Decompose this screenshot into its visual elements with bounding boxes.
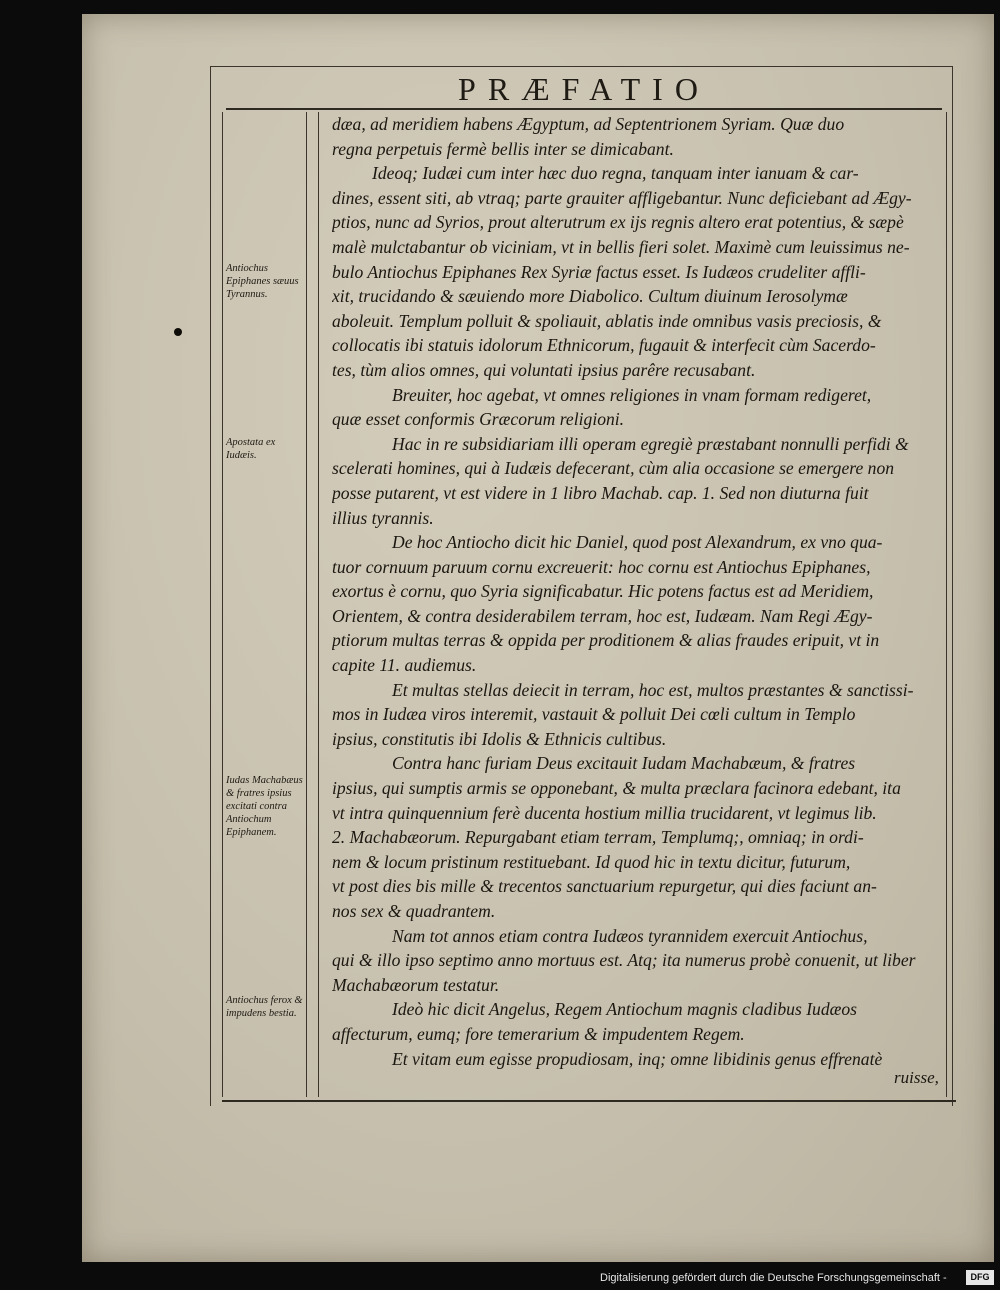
text-line: Breuiter, hoc agebat, vt omnes religiones in vnam formam redigeret, bbox=[392, 384, 872, 405]
text-line: dæa, ad meridiem habens Ægyptum, ad Septentrionem Syriam. Quæ duo bbox=[332, 114, 845, 134]
text-line: vt post dies bis mille & trecentos sanctuarium repurgetur, qui dies faciunt an- bbox=[332, 876, 877, 897]
frame-top-rule bbox=[210, 66, 952, 67]
text-line: ipsius, qui sumptis armis se opponebant, & multa præclara facinora edebant, ita bbox=[332, 778, 901, 799]
text-line: ptios, nunc ad Syrios, prout alterutrum ex ijs regnis altero erat potentius, & sæpè bbox=[332, 212, 904, 233]
text-line: qui & illo ipso septimo anno mortuus est. Atq; ita numerus probè conuenit, ut liber bbox=[332, 950, 916, 971]
text-line: Nam tot annos etiam contra Iudæos tyrannidem exercuit Antiochus, bbox=[392, 925, 868, 946]
text-line: ptiorum multas terras & oppida per proditionem & alias fraudes eripuit, vt in bbox=[332, 630, 880, 651]
page-title: PRÆFATIO bbox=[458, 71, 710, 107]
margin-note-4: Antiochus ferox & impudens bestia. bbox=[226, 995, 303, 1019]
text-line: malè mulctabantur ob viciniam, vt in bellis fieri solet. Maximè cum leuissimus ne- bbox=[332, 236, 910, 257]
text-line: bulo Antiochus Epiphanes Rex Syriæ factus esset. Is Iudæos crudeliter affli- bbox=[332, 261, 866, 282]
frame-right-rule bbox=[952, 66, 953, 1106]
text-column-left-rule bbox=[318, 112, 319, 1097]
text-line: tuor cornuum paruum cornu excreuerit: hoc cornu est Antiochus Epiphanes, bbox=[332, 556, 871, 577]
text-line: posse putarent, vt est videre in 1 libro Machab. cap. 1. Sed non diuturna fuit bbox=[332, 482, 869, 503]
text-line: exortus è cornu, quo Syria significabatur. Hic potens factus est ad Meridiem, bbox=[332, 581, 874, 602]
text-line: Machabæorum testatur. bbox=[332, 974, 500, 995]
text-line: scelerati homines, qui à Iudæis defecerant, cùm alia occasione se emergere non bbox=[332, 458, 895, 479]
text-line: nos sex & quadrantem. bbox=[332, 901, 496, 921]
catchword: ruisse, bbox=[894, 1068, 939, 1087]
text-line: regna perpetuis fermè bellis inter se dimicabant. bbox=[332, 138, 674, 159]
text-line: Contra hanc furiam Deus excitauit Iudam Machabæum, & fratres bbox=[392, 753, 856, 774]
frame-bottom-rule bbox=[222, 1100, 956, 1102]
margin-column-left-rule bbox=[222, 112, 223, 1097]
text-line: collocatis ibi statuis idolorum Ethnicorum, fugauit & interfecit cùm Sacerdo- bbox=[332, 335, 876, 356]
text-line: Ideoq; Iudæi cum inter hæc duo regna, tanquam inter ianuam & car- bbox=[372, 163, 859, 184]
text-line: illius tyrannis. bbox=[332, 507, 434, 528]
text-line: aboleuit. Templum polluit & spoliauit, ablatis inde omnibus vasis preciosis, & bbox=[332, 310, 882, 331]
page-mark-dot bbox=[174, 328, 182, 336]
text-line: Hac in re subsidiariam illi operam egregiè præstabant nonnulli perfidi & bbox=[392, 433, 909, 454]
text-line: tes, tùm alios omnes, qui voluntati ipsius parêre recusabant. bbox=[332, 359, 756, 380]
text-line: 2. Machabæorum. Repurgabant etiam terram, Templumq;, omniaq; in ordi- bbox=[332, 827, 864, 848]
margin-column-right-rule bbox=[306, 112, 307, 1097]
text-line: ipsius, constitutis ibi Idolis & Ethnicis cultibus. bbox=[332, 728, 667, 749]
frame-left-rule bbox=[210, 66, 211, 1106]
text-line: vt intra quinquennium ferè ducenta hostium millia trucidarent, vt legimus lib. bbox=[332, 802, 877, 823]
body-text bbox=[332, 112, 944, 1071]
text-line: xit, trucidando & sæuiendo more Diabolico. Cultum diuinum Ierosolymæ bbox=[332, 286, 848, 307]
text-line: Et multas stellas deiecit in terram, hoc est, multos præstantes & sanctissi- bbox=[392, 679, 914, 700]
text-line: nem & locum pristinum restituebant. Id quod hic in textu dicitur, futurum, bbox=[332, 851, 851, 872]
text-line: quæ esset conformis Græcorum religioni. bbox=[332, 409, 625, 430]
text-line: De hoc Antiocho dicit hic Daniel, quod post Alexandrum, ex vno qua- bbox=[392, 532, 883, 553]
text-line: Orientem, & contra desiderabilem terram, hoc est, Iudæam. Nam Regi Ægy- bbox=[332, 605, 873, 626]
text-line: mos in Iudæa viros interemit, vastauit & polluit Dei cœli cultum in Templo bbox=[332, 704, 856, 725]
footer-credit: Digitalisierung gefördert durch die Deutsche Forschungsgemeinschaft - bbox=[600, 1272, 947, 1284]
title-rule bbox=[226, 108, 942, 110]
text-line: Ideò hic dicit Angelus, Regem Antiochum magnis cladibus Iudæos bbox=[392, 999, 858, 1020]
text-line: capite 11. audiemus. bbox=[332, 655, 477, 676]
margin-note-1: Antiochus Epiphanes sæuus Tyrannus. bbox=[226, 263, 299, 300]
dfg-logo: DFG bbox=[966, 1270, 994, 1285]
text-line: dines, essent siti, ab vtraq; parte grauiter affligebantur. Nunc deficiebant ad Ægy- bbox=[332, 187, 912, 208]
margin-note-2: Apostata ex Iudæis. bbox=[226, 437, 276, 461]
text-column-right-rule bbox=[946, 112, 947, 1097]
text-line: Et vitam eum egisse propudiosam, inq; omne libidinis genus effrenatè bbox=[392, 1048, 883, 1069]
text-line: affecturum, eumq; fore temerarium & impudentem Regem. bbox=[332, 1023, 745, 1044]
margin-note-3: Iudas Machabæus & fratres ipsius excitati contra Antiochum Epiphanem. bbox=[226, 775, 303, 838]
